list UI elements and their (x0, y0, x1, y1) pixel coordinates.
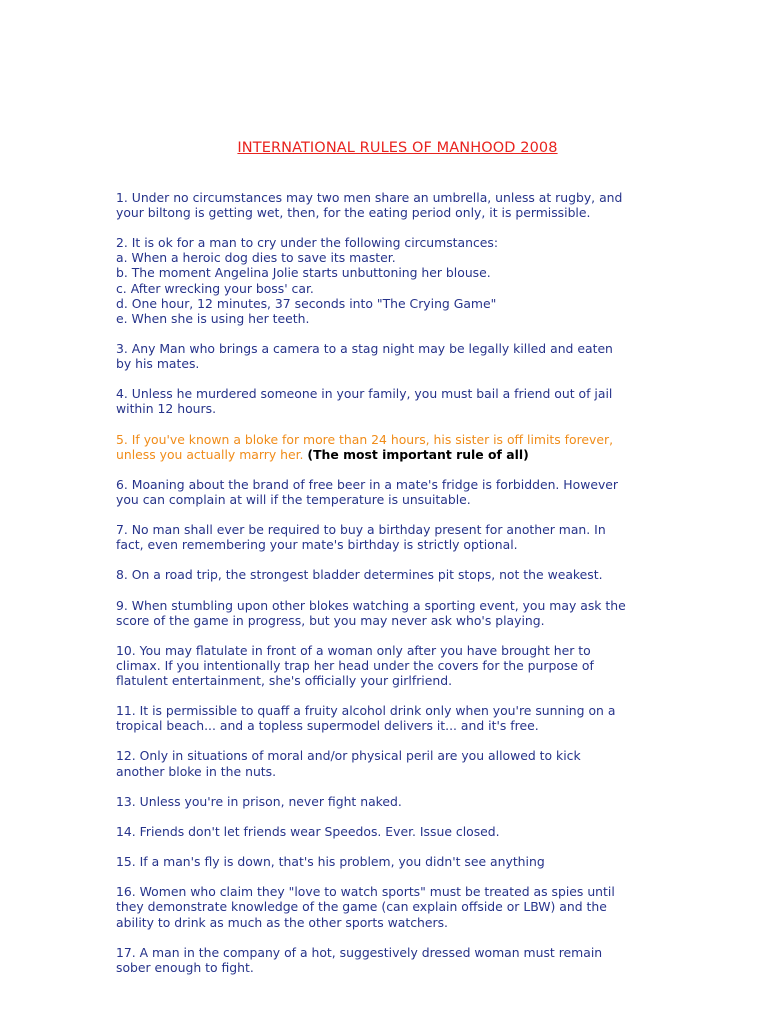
rule-14 (116, 824, 656, 839)
rule-2-item-a: a. When a heroic dog dies to save its master. (116, 250, 396, 266)
rule-5-highlight-text: unless you actually marry her. (116, 446, 304, 462)
rule-9 (116, 598, 656, 628)
rule-12 (116, 748, 656, 778)
rule-11-line-2: tropical beach... and a topless supermodel delivers it... and it's free. (116, 718, 539, 734)
rule-6 (116, 477, 656, 507)
rule-15-line-1: 15. If a man's fly is down, that's his problem, you didn't see anything (116, 854, 545, 870)
rule-1-line-2: your biltong is getting wet, then, for the eating period only, it is permissible. (116, 205, 591, 221)
rule-10 (116, 643, 656, 688)
rule-2-item-c: c. After wrecking your boss' car. (116, 280, 314, 296)
rule-7-line-2: fact, even remembering your mate's birthday is strictly optional. (116, 537, 518, 553)
rule-1 (116, 190, 656, 220)
rule-2-item-e: e. When she is using her teeth. (116, 310, 310, 326)
rule-11-line-1: 11. It is permissible to quaff a fruity alcohol drink only when you're sunning on a (116, 703, 616, 719)
rule-2-item-b: b. The moment Angelina Jolie starts unbuttoning her blouse. (116, 265, 491, 281)
rule-15 (116, 854, 656, 869)
rule-10-line-3: flatulent entertainment, she's officially your girlfriend. (116, 673, 453, 688)
rule-13 (116, 794, 656, 809)
rule-12-line-1: 12. Only in situations of moral and/or physical peril are you allowed to kick (116, 748, 581, 764)
rule-6-line-2: you can complain at will if the temperature is unsuitable. (116, 491, 471, 507)
rule-2-item-d: d. One hour, 12 minutes, 37 seconds into "The Crying Game" (116, 295, 497, 311)
rule-16 (116, 884, 656, 929)
rule-7 (116, 522, 656, 552)
rule-9-line-1: 9. When stumbling upon other blokes watching a sporting event, you may ask the (116, 597, 626, 613)
rule-16-line-1: 16. Women who claim they "love to watch sports" must be treated as spies until (116, 884, 615, 900)
rule-1-line-1: 1. Under no circumstances may two men share an umbrella, unless at rugby, and (116, 190, 623, 205)
rule-3-line-2: by his mates. (116, 356, 200, 372)
rule-7-line-1: 7. No man shall ever be required to buy a birthday present for another man. In (116, 522, 606, 538)
rule-3 (116, 341, 656, 371)
rule-5-line-1: 5. If you've known a bloke for more than 24 hours, his sister is off limits forever, (116, 431, 614, 447)
rule-13-line-1: 13. Unless you're in prison, never fight naked. (116, 793, 402, 809)
rule-17-line-2: sober enough to fight. (116, 959, 254, 975)
rule-8 (116, 567, 656, 582)
rule-4 (116, 386, 656, 416)
rule-5 (116, 432, 656, 462)
rule-10-line-1: 10. You may flatulate in front of a woman only after you have brought her to (116, 642, 591, 658)
rule-5-line-2 (116, 447, 656, 462)
document-title: INTERNATIONAL RULES OF MANHOOD 2008 (237, 140, 558, 156)
rule-2 (116, 235, 656, 326)
rule-8-line-1: 8. On a road trip, the strongest bladder determines pit stops, not the weakest. (116, 567, 603, 583)
rule-16-line-3: ability to drink as much as the other sports watchers. (116, 914, 448, 930)
rule-3-line-1: 3. Any Man who brings a camera to a stag night may be legally killed and eaten (116, 340, 613, 356)
rule-4-line-2: within 12 hours. (116, 401, 217, 417)
rule-17 (116, 945, 656, 975)
rule-9-line-2: score of the game in progress, but you may never ask who's playing. (116, 612, 545, 628)
rule-17-line-1: 17. A man in the company of a hot, suggestively dressed woman must remain (116, 944, 603, 960)
rule-4-line-1: 4. Unless he murdered someone in your family, you must bail a friend out of jail (116, 386, 613, 402)
rule-14-line-1: 14. Friends don't let friends wear Speedos. Ever. Issue closed. (116, 823, 500, 839)
rule-10-line-2: climax. If you intentionally trap her head under the covers for the purpose of (116, 657, 594, 673)
rules-list (116, 190, 656, 990)
rule-5-emphasis-text: (The most important rule of all) (307, 446, 529, 462)
rule-11 (116, 703, 656, 733)
rule-6-line-1: 6. Moaning about the brand of free beer in a mate's fridge is forbidden. However (116, 476, 619, 492)
rule-2-line-1: 2. It is ok for a man to cry under the following circumstances: (116, 235, 499, 251)
rule-12-line-2: another bloke in the nuts. (116, 763, 277, 779)
rule-16-line-2: they demonstrate knowledge of the game (can explain offside or LBW) and the (116, 899, 607, 915)
